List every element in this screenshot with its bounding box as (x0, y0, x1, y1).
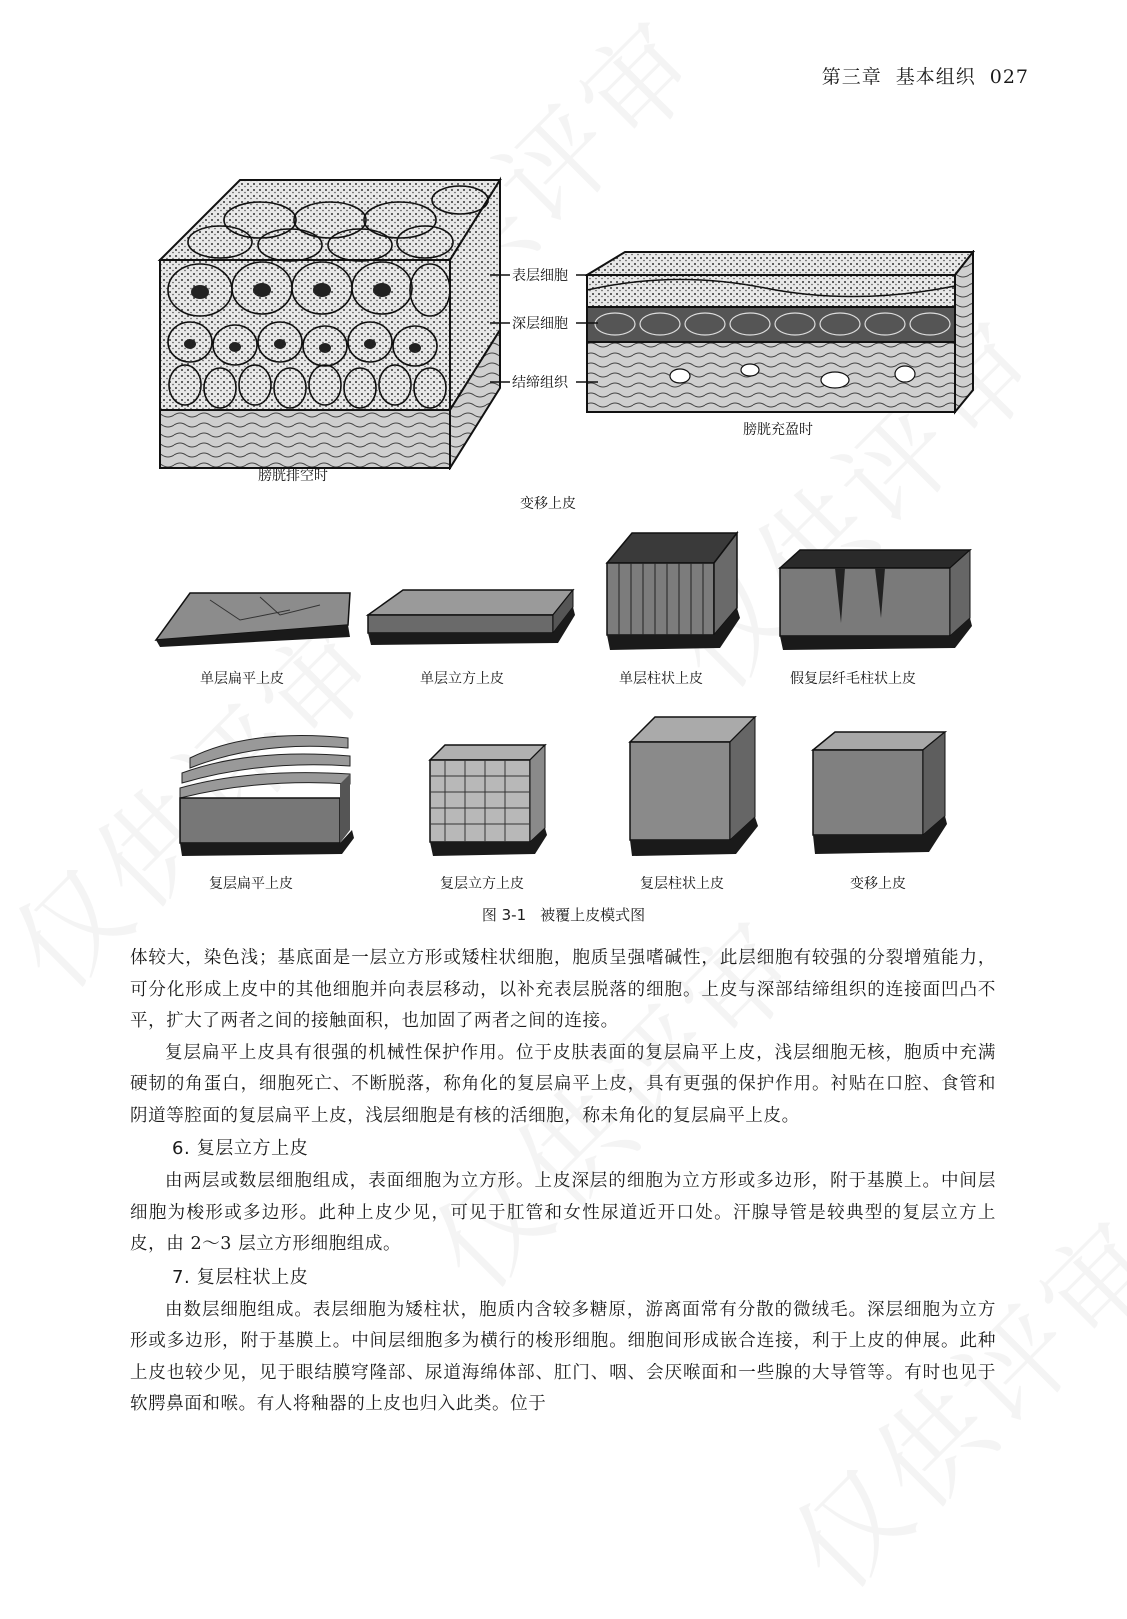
paragraph-stratified-cuboidal: 由两层或数层细胞组成，表面细胞为立方形。上皮深层的细胞为立方形或多边形，附于基膜上。中间层细胞为梭形或多边形。此种上皮少见，可见于肛管和女性尿道近开口处。汗腺导管是较典型的复层立方上皮，由 2～3 层立方形细胞组成。 (130, 1171, 996, 1254)
simple-cuboidal-illustration (363, 585, 578, 650)
pseudostratified-ciliated-illustration (775, 548, 975, 653)
simple-columnar-illustration (602, 528, 742, 653)
label-stratified-squamous: 复层扁平上皮 (209, 876, 293, 892)
paragraph-stratified-squamous: 复层扁平上皮具有很强的机械性保护作用。位于皮肤表面的复层扁平上皮，浅层细胞无核，胞质中充满硬韧的角蛋白，细胞死亡、不断脱落，称角化的复层扁平上皮，具有更强的保护作用。衬贴在口腔、食管和阴道等腔面的复层扁平上皮，浅层细胞是有核的活细胞，称未角化的复层扁平上皮。 (130, 1042, 996, 1126)
body-text (130, 943, 996, 1421)
label-connective-tissue: 结缔组织 (512, 375, 568, 391)
page-number: 027 (989, 66, 1029, 88)
caption-number: 图 3-1 (481, 906, 527, 924)
stratified-squamous-illustration (170, 718, 355, 858)
transitional-full-illustration (585, 250, 975, 415)
paragraph-stratified-columnar: 由数层细胞组成。表层细胞为矮柱状，胞质内含较多糖原，游离面常有分散的微绒毛。深层细胞为立方形或多边形，附于基膜上。中间层细胞多为横行的梭形细胞。细胞间形成嵌合连接，利于上皮的伸展。此种上皮也较少见，见于眼结膜穹隆部、尿道海绵体部、肛门、咽、会厌喉面和一些腺的大导管等。有时也见于软腭鼻面和喉。有人将釉器的上皮也归入此类。位于 (130, 1299, 996, 1414)
section-label: 基本组织 (895, 66, 976, 88)
stratified-cuboidal-illustration (425, 740, 550, 858)
caption-title: 被覆上皮模式图 (540, 906, 646, 924)
transitional-empty-illustration (150, 170, 510, 470)
label-transitional-model: 变移上皮 (850, 876, 906, 892)
label-stratified-cuboidal: 复层立方上皮 (440, 876, 524, 892)
label-surface-cells: 表层细胞 (512, 268, 568, 284)
label-simple-squamous: 单层扁平上皮 (200, 671, 284, 687)
paragraph-continued: 体较大，染色浅；基底面是一层立方形或矮柱状细胞，胞质呈强嗜碱性，此层细胞有较强的分裂增殖能力，可分化形成上皮中的其他细胞并向表层移动，以补充表层脱落的细胞。上皮与深部结缔组织的连接面凹凸不平，扩大了两者之间的接触面积，也加固了两者之间的连接。 (130, 948, 996, 1031)
label-stratified-columnar: 复层柱状上皮 (640, 876, 724, 892)
simple-squamous-illustration (150, 585, 355, 650)
label-simple-columnar: 单层柱状上皮 (619, 671, 703, 687)
page-header (808, 62, 1029, 89)
chapter-label: 第三章 (821, 66, 882, 88)
stratified-columnar-illustration (620, 712, 760, 858)
label-simple-cuboidal: 单层立方上皮 (420, 671, 504, 687)
figure-caption (0, 904, 1127, 925)
label-bladder-full: 膀胱充盈时 (743, 422, 813, 438)
label-transitional-title: 变移上皮 (520, 496, 576, 512)
transitional-model-illustration (805, 728, 955, 858)
label-deep-cells: 深层细胞 (512, 316, 568, 332)
label-bladder-empty: 膀胱排空时 (258, 468, 328, 484)
label-pseudostratified: 假复层纤毛柱状上皮 (790, 671, 916, 687)
heading-stratified-cuboidal: 6. 复层立方上皮 (172, 1138, 309, 1159)
heading-stratified-columnar: 7. 复层柱状上皮 (172, 1266, 309, 1288)
